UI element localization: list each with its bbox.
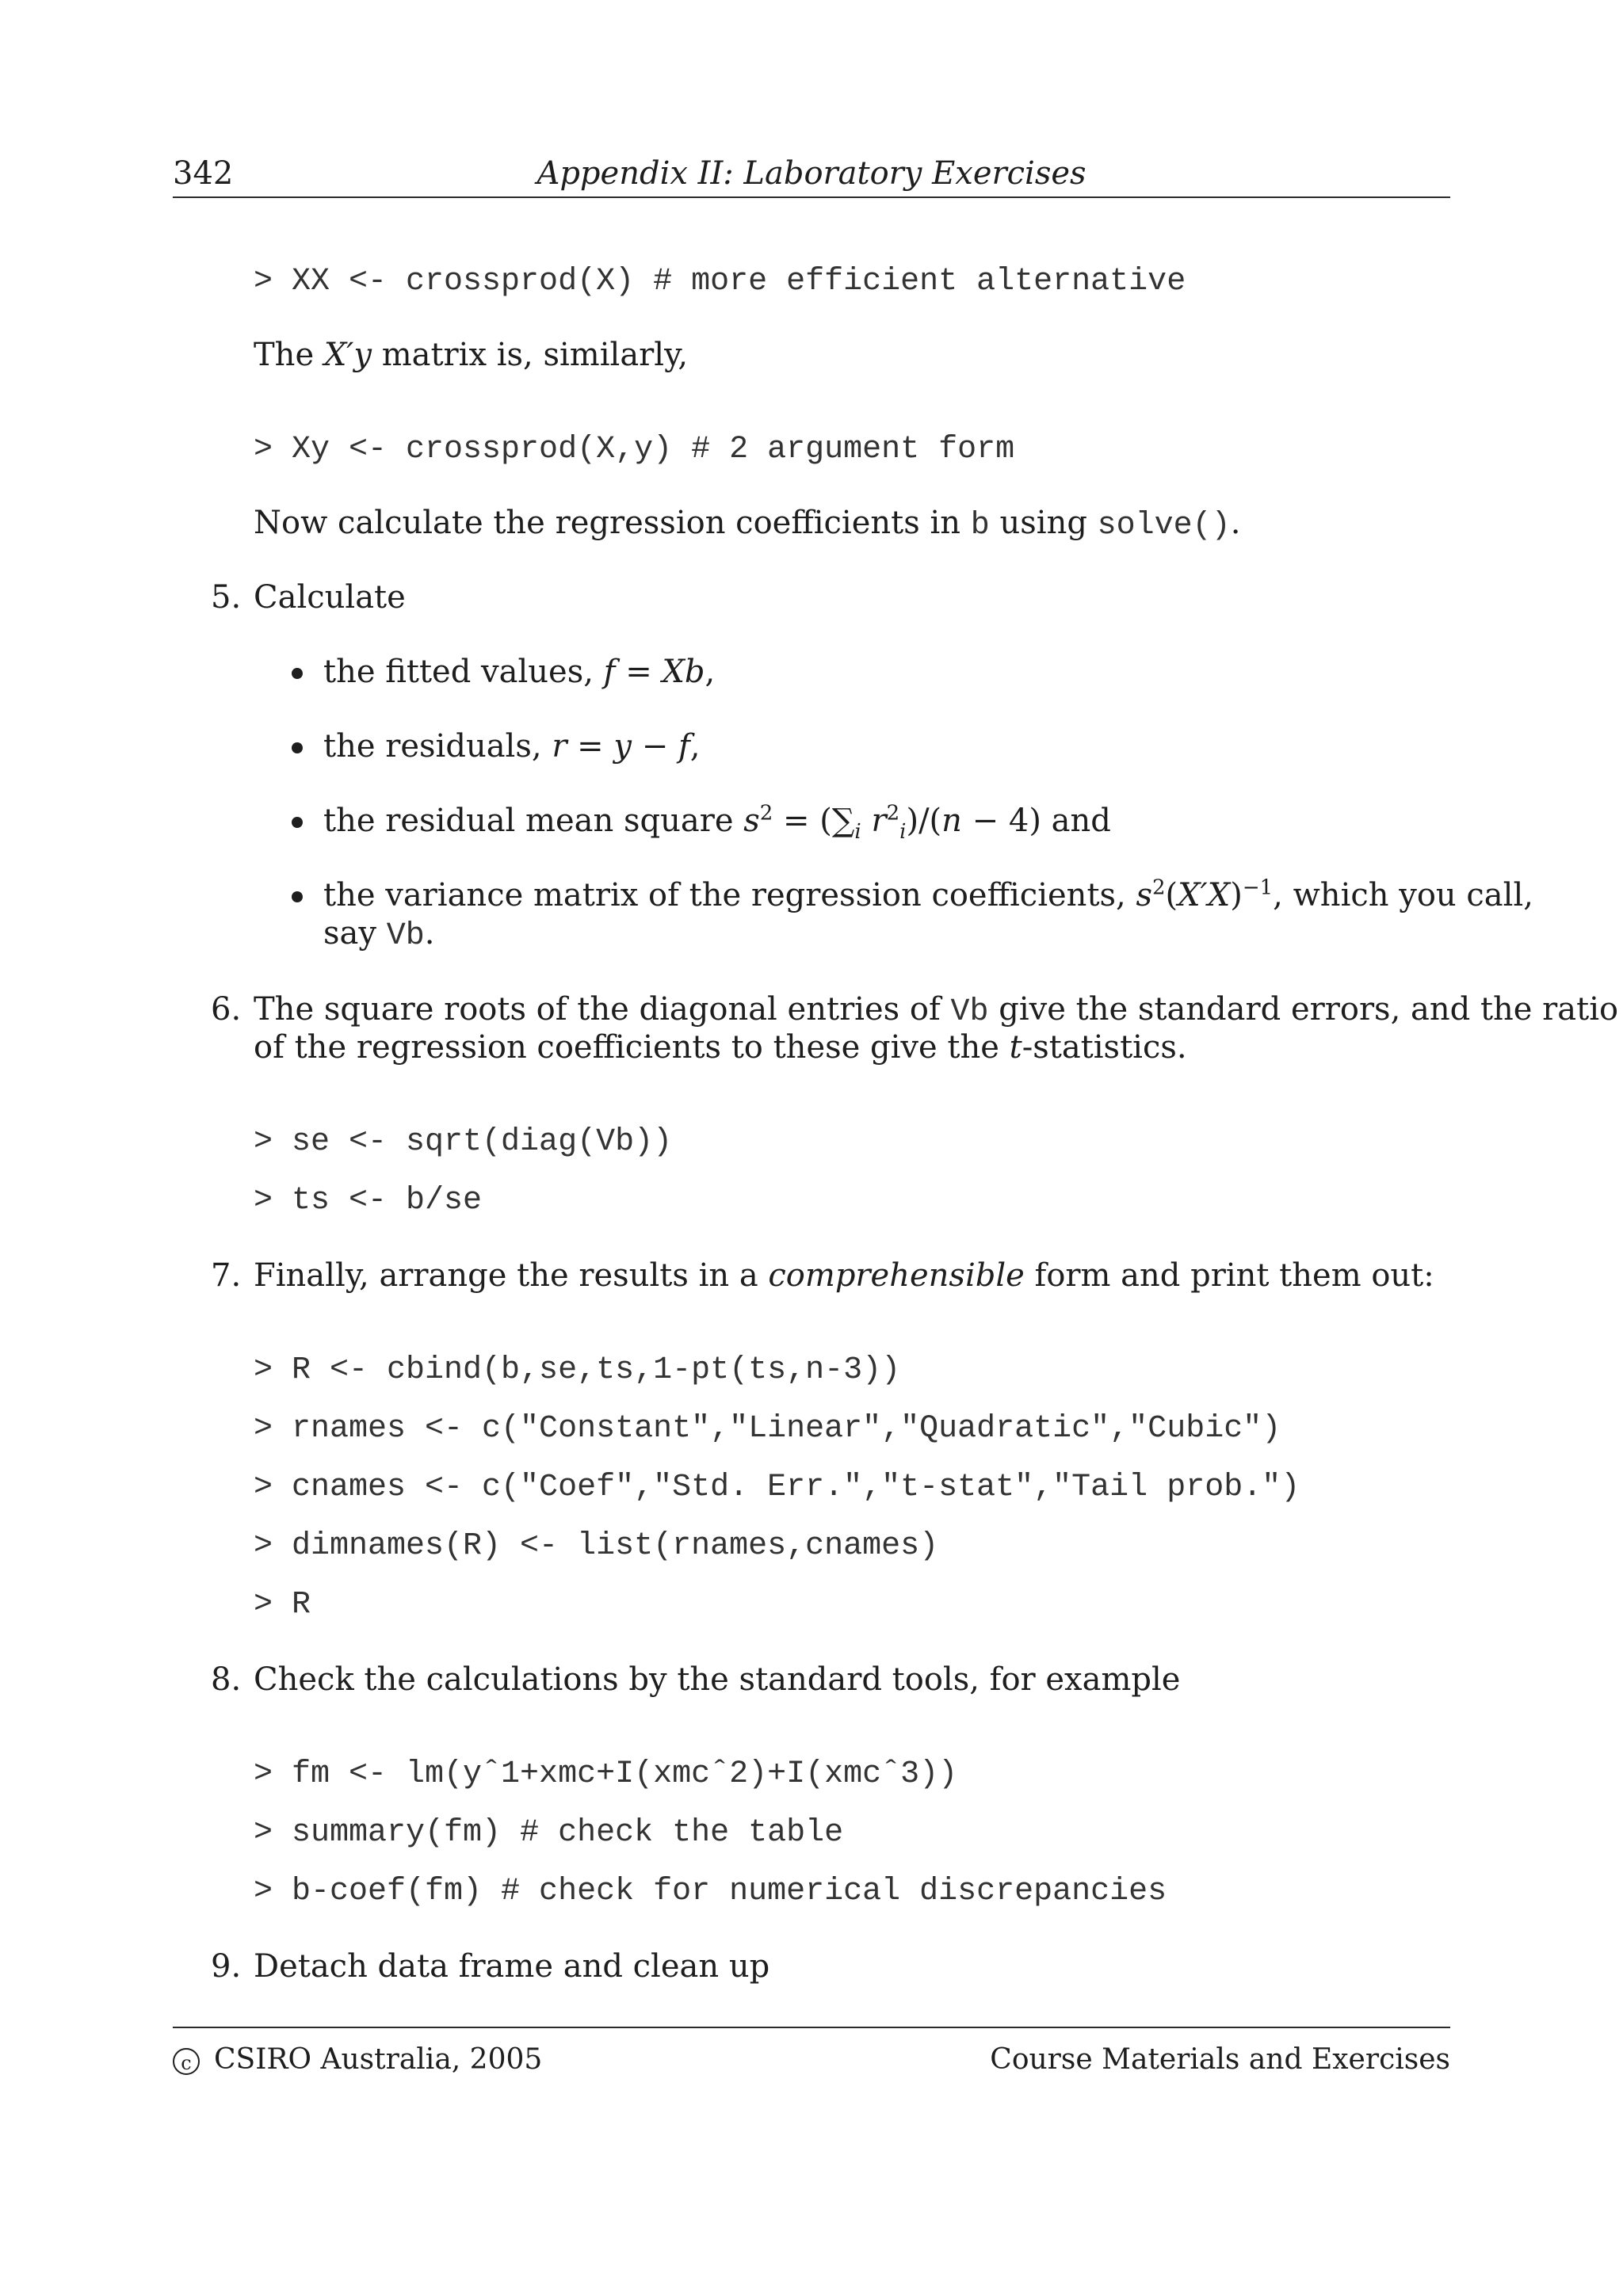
- footer-copyright: [173, 2042, 542, 2077]
- bullet-dot: [292, 817, 303, 828]
- text-fragment: .: [1230, 505, 1241, 541]
- code-line-crossprod: > XX <- crossprod(X) # more efficient alternative: [254, 264, 1186, 299]
- text-fragment: give the standard errors, and the ratio: [988, 991, 1619, 1028]
- text-fragment: the residuals,: [323, 728, 552, 765]
- math-y: y: [613, 728, 632, 765]
- text-fragment: , which you call,: [1273, 877, 1533, 913]
- math-t: t: [1009, 1029, 1022, 1066]
- text-fragment: say: [323, 915, 387, 952]
- item-5-text: Calculate: [254, 579, 406, 616]
- item-number-9: 9.: [211, 1948, 242, 1985]
- math-xb: Xb: [662, 654, 705, 690]
- code-line-print-r: > R: [254, 1587, 311, 1623]
- item-number-8: 8.: [211, 1661, 242, 1698]
- paragraph-now-calculate: [254, 504, 1240, 545]
- page-header: [173, 152, 1450, 198]
- emphasis-comprehensible: comprehensible: [768, 1257, 1025, 1294]
- bullet-variance-matrix-cont: [323, 914, 434, 955]
- inline-code-b: b: [970, 508, 990, 543]
- item-7-text: [254, 1257, 1434, 1295]
- code-line-lm: > fm <- lm(yˆ1+xmc+I(xmcˆ2)+I(xmcˆ3)): [254, 1756, 958, 1792]
- text-fragment: The square roots of the diagonal entries of: [254, 991, 951, 1028]
- text-fragment: and: [1041, 803, 1111, 839]
- text-fragment: using: [989, 505, 1098, 541]
- text-fragment: Finally, arrange the results in a: [254, 1257, 769, 1294]
- item-6-line-1: [254, 990, 1619, 1032]
- text-fragment: .: [424, 915, 435, 952]
- copyright-icon: c: [173, 2048, 200, 2075]
- text-fragment: Now calculate the regression coefficients in: [254, 505, 971, 541]
- bullet-residual-mean-square: the residual mean square $s^2 = (\sum_i$ $r^2_i)/(n - 4)$ and: [323, 801, 1111, 844]
- math-r: r: [552, 728, 567, 765]
- bullet-variance-matrix: the variance matrix of the regression coefficients, $s^2(X'X)^{-1}$, which you call,: [323, 875, 1533, 913]
- text-fragment: matrix is, similarly,: [371, 337, 689, 373]
- text-fragment: -statistics.: [1022, 1029, 1187, 1066]
- math-s2: s: [743, 803, 760, 839]
- text-fragment: of the regression coefficients to these give the: [254, 1029, 1010, 1066]
- math-f: f: [678, 728, 690, 765]
- item-9-text: Detach data frame and clean up: [254, 1948, 770, 1985]
- code-line-cbind: > R <- cbind(b,se,ts,1-pt(ts,n-3)): [254, 1352, 901, 1388]
- text-fragment: the fitted values,: [323, 654, 604, 690]
- code-line-rnames: > rnames <- c("Constant","Linear","Quadratic","Cubic"): [254, 1411, 1281, 1447]
- bullet-dot: [292, 891, 303, 902]
- footer-course-title: Course Materials and Exercises: [990, 2043, 1450, 2076]
- item-6-line-2: [254, 1028, 1187, 1066]
- text-fragment: The: [254, 337, 324, 373]
- code-line-crossprod-xy: > Xy <- crossprod(X,y) # 2 argument form: [254, 432, 1015, 467]
- footer-left-text: CSIRO Australia, 2005: [214, 2043, 543, 2076]
- text-fragment: the variance matrix of the regression coefficients,: [323, 877, 1136, 913]
- paragraph-xy-intro: [254, 336, 688, 374]
- bullet-fitted-values: the fitted values, f = Xb,: [323, 654, 716, 690]
- running-title: Appendix II: Laboratory Exercises: [537, 155, 1086, 192]
- code-line-ts: > ts <- b/se: [254, 1183, 483, 1219]
- bullet-residuals: the residuals, r = y − f,: [323, 728, 701, 765]
- item-number-6: 6.: [211, 991, 242, 1028]
- code-line-dimnames: > dimnames(R) <- list(rnames,cnames): [254, 1528, 939, 1564]
- bullet-dot: [292, 668, 303, 679]
- page-number: 342: [173, 155, 234, 192]
- bullet-dot: [292, 742, 303, 753]
- inline-code-vb: Vb: [386, 918, 425, 954]
- text-fragment: the residual mean square: [323, 803, 744, 839]
- code-line-cnames: > cnames <- c("Coef","Std. Err.","t-stat","Tail prob."): [254, 1470, 1300, 1505]
- math-f-equals-xb: f: [603, 654, 616, 690]
- code-line-summary: > summary(fm) # check the table: [254, 1815, 844, 1851]
- footer-rule: [173, 2027, 1450, 2028]
- math-xprime-y: X′y: [323, 337, 372, 373]
- code-line-coef-check: > b-coef(fm) # check for numerical discrepancies: [254, 1874, 1167, 1909]
- inline-code-vb: Vb: [950, 994, 989, 1030]
- item-8-text: Check the calculations by the standard tools, for example: [254, 1661, 1181, 1698]
- item-number-5: 5.: [211, 579, 242, 616]
- item-number-7: 7.: [211, 1257, 242, 1294]
- text-fragment: form and print them out:: [1024, 1257, 1434, 1294]
- inline-code-solve: solve(): [1097, 508, 1231, 543]
- code-line-se: > se <- sqrt(diag(Vb)): [254, 1124, 673, 1160]
